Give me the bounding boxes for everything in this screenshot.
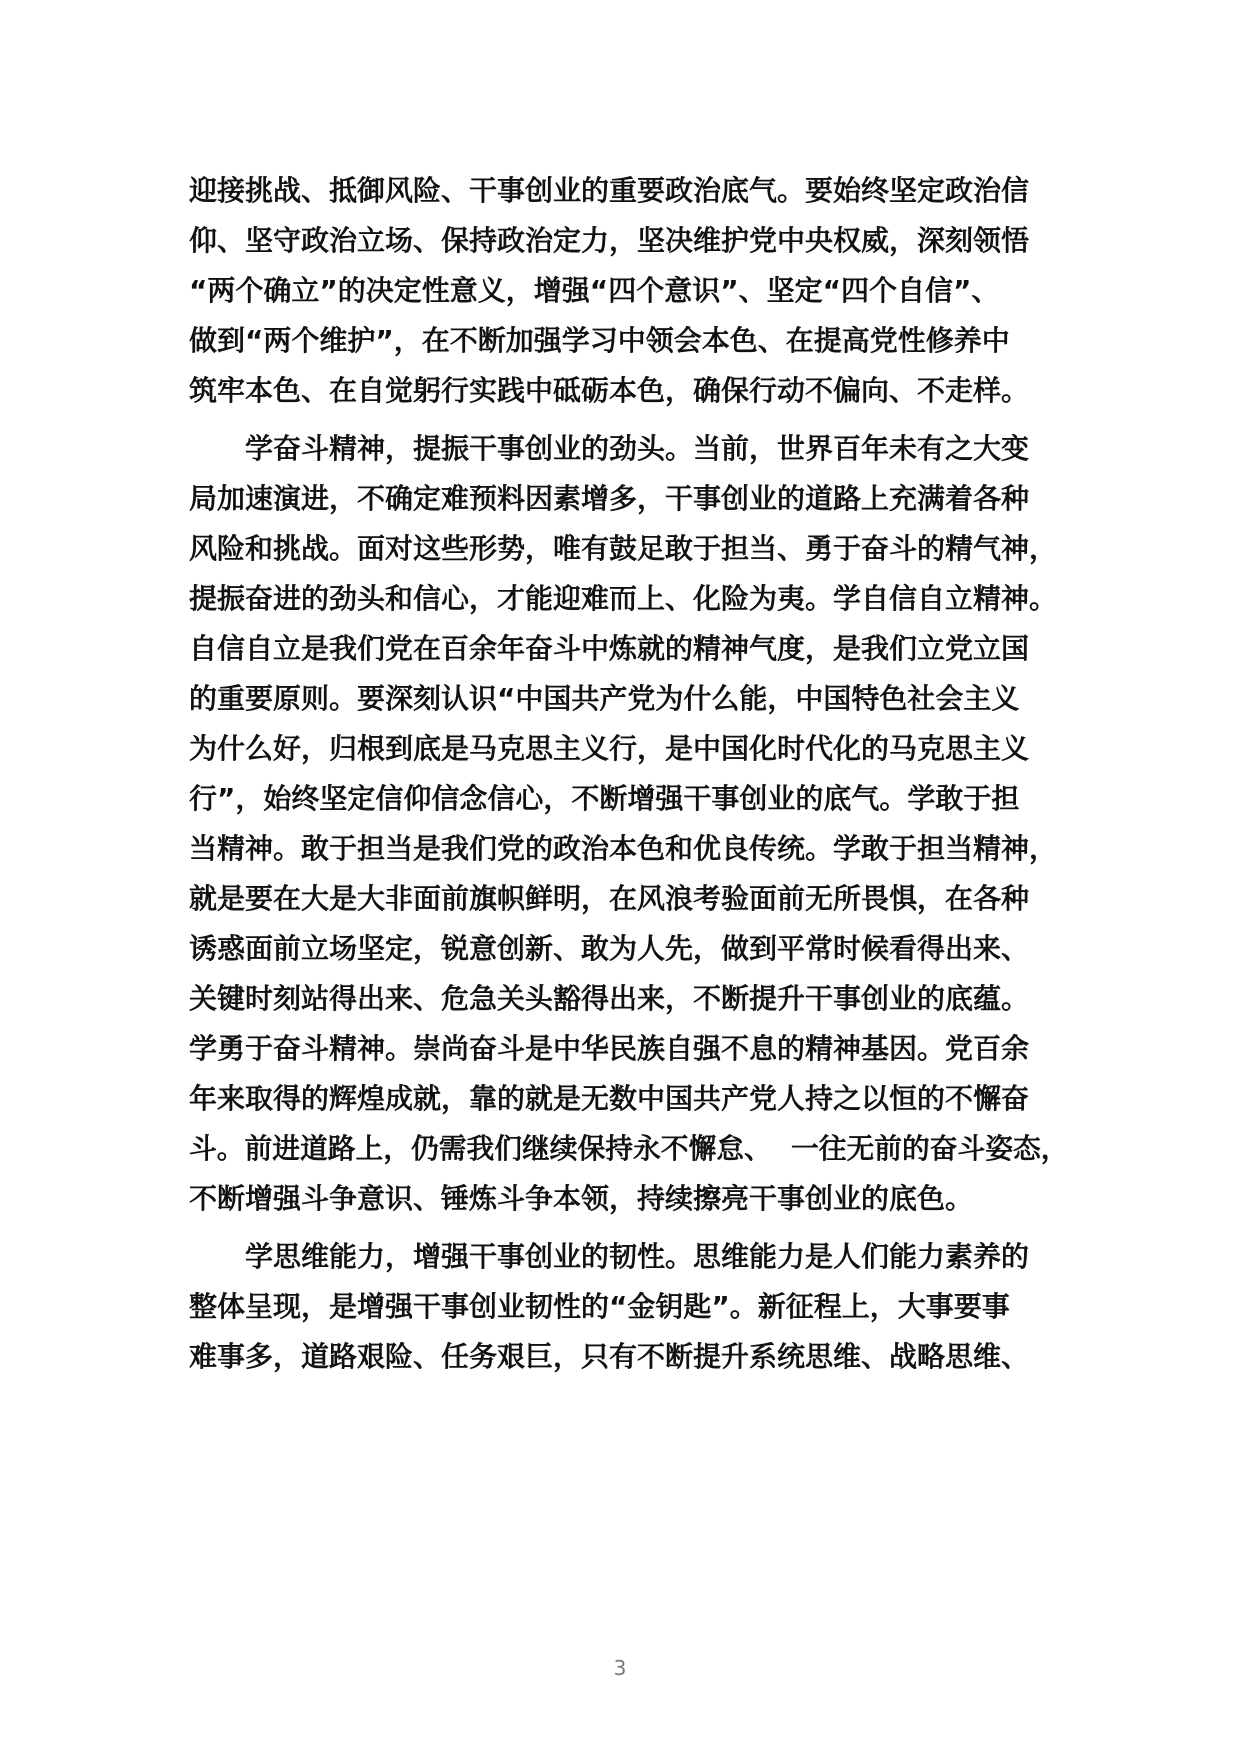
- paragraph-line: 学思维能力，增强干事创业的韧性。思维能力是人们能力素养的: [245, 1240, 1030, 1273]
- paragraph-line: 不断增强斗争意识、锤炼斗争本领，持续擦亮干事创业的底色。: [189, 1182, 974, 1215]
- paragraph-line: 行”，始终坚定信仰信念信心，不断增强干事创业的底气。学敢于担: [189, 782, 1020, 815]
- paragraph-line: 就是要在大是大非面前旗帜鲜明，在风浪考验面前无所畏惧，在各种: [189, 882, 1030, 915]
- paragraph-line: “两个确立”的决定性意义，增强“四个意识”、坚定“四个自信”、: [189, 274, 1000, 307]
- paragraph-spacing: [189, 416, 1069, 424]
- paragraph-line: 仰、坚守政治立场、保持政治定力，坚决维护党中央权威，深刻领悟: [189, 224, 1030, 257]
- paragraph-line: 局加速演进，不确定难预料因素增多，干事创业的道路上充满着各种: [189, 482, 1030, 515]
- paragraph-1: [189, 166, 1069, 416]
- paragraph-line: 当精神。敢于担当是我们党的政治本色和优良传统。学敢于担当精神，: [189, 832, 1058, 865]
- paragraph-line: 斗。前进道路上，仍需我们继续保持永不懈怠、 一往无前的奋斗姿态，: [189, 1132, 1069, 1165]
- paragraph-line: 风险和挑战。面对这些形势，唯有鼓足敢于担当、勇于奋斗的精气神，: [189, 532, 1058, 565]
- paragraph-line: 为什么好，归根到底是马克思主义行，是中国化时代化的马克思主义: [189, 732, 1030, 765]
- paragraph-spacing: [189, 1224, 1069, 1232]
- paragraph-line: 诱惑面前立场坚定，锐意创新、敢为人先，做到平常时候看得出来、: [189, 932, 1030, 965]
- paragraph-line: 难事多，道路艰险、任务艰巨，只有不断提升系统思维、战略思维、: [189, 1340, 1030, 1373]
- paragraph-line: 关键时刻站得出来、危急关头豁得出来，不断提升干事创业的底蕴。: [189, 982, 1030, 1015]
- paragraph-line: 提振奋进的劲头和信心，才能迎难而上、化险为夷。学自信自立精神。: [189, 582, 1058, 615]
- paragraph-line: 整体呈现，是增强干事创业韧性的“金钥匙”。新征程上，大事要事: [189, 1290, 1010, 1323]
- paragraph-line: 的重要原则。要深刻认识“中国共产党为什么能，中国特色社会主义: [189, 682, 1020, 715]
- body-text: [189, 166, 1069, 1382]
- paragraph-line: 年来取得的辉煌成就，靠的就是无数中国共产党人持之以恒的不懈奋: [189, 1082, 1030, 1115]
- paragraph-line: 学勇于奋斗精神。崇尚奋斗是中华民族自强不息的精神基因。党百余: [189, 1032, 1030, 1065]
- paragraph-line: 做到“两个维护”，在不断加强学习中领会本色、在提高党性修养中: [189, 324, 1010, 357]
- paragraph-line: 学奋斗精神，提振干事创业的劲头。当前，世界百年未有之大变: [245, 432, 1030, 465]
- page-number: 3: [613, 1656, 627, 1680]
- paragraph-2: [189, 424, 1069, 1224]
- paragraph-line: 自信自立是我们党在百余年奋斗中炼就的精神气度，是我们立党立国: [189, 632, 1030, 665]
- paragraph-line: 筑牢本色、在自觉躬行实践中砥砺本色，确保行动不偏向、不走样。: [189, 374, 1030, 407]
- paragraph-3: [189, 1232, 1069, 1382]
- paragraph-line: 迎接挑战、抵御风险、干事创业的重要政治底气。要始终坚定政治信: [189, 174, 1030, 207]
